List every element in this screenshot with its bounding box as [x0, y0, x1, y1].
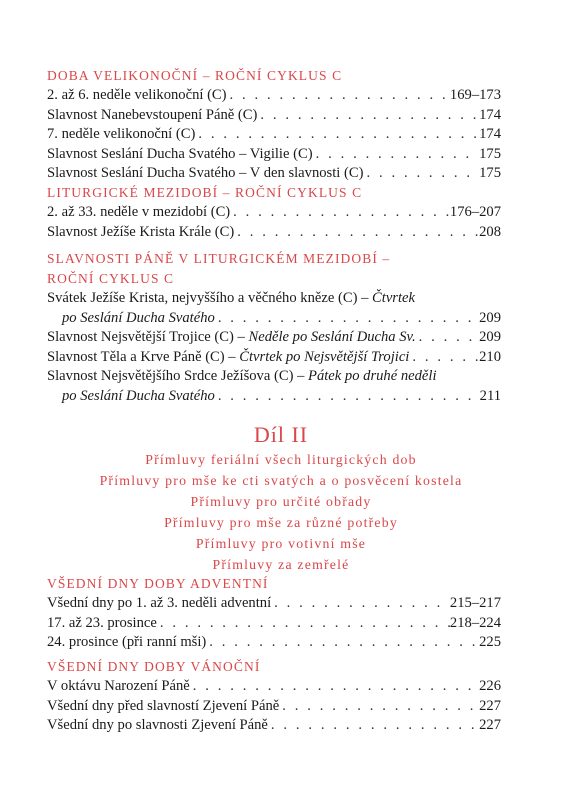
entry-title: 2. až 6. neděle velikonoční (C) — [47, 87, 227, 103]
toc-entry[interactable] — [47, 289, 501, 328]
entry-subtitle: Čtvrtek po Nejsvětější Trojici — [239, 348, 410, 365]
toc-entry[interactable] — [47, 677, 501, 697]
entry-title: 7. neděle velikonoční (C) — [47, 126, 196, 143]
toc-entry[interactable] — [47, 125, 501, 145]
toc-entry[interactable] — [47, 328, 501, 348]
page-number: 226 — [479, 678, 501, 694]
section-solemnities-c — [47, 249, 501, 407]
part-subtitle: Přímluvy za zemřelé — [212, 557, 350, 572]
part-title: Díl II — [253, 422, 309, 447]
entry-subtitle: Neděle po Seslání Ducha Sv. — [248, 329, 416, 346]
section-heading: LITURGICKÉ MEZIDOBÍ – ROČNÍ CYKLUS C — [47, 185, 363, 200]
entry-title: Slavnost Těla a Krve Páně (C) – — [47, 348, 236, 365]
dot-leader — [227, 86, 450, 106]
dot-leader — [257, 106, 479, 126]
entry-subtitle: po Seslání Ducha Svatého — [62, 309, 215, 326]
toc-entry[interactable] — [47, 367, 501, 406]
entry-title: V oktávu Narození Páně — [47, 678, 190, 694]
part-subtitle: Přímluvy pro určité obřady — [190, 494, 372, 509]
section-ordinary-time-c — [47, 183, 501, 242]
page-number: 208 — [479, 223, 501, 240]
page-number: 175 — [479, 145, 501, 162]
page-number: 218–224 — [449, 614, 501, 631]
dot-leader — [234, 223, 479, 243]
page-number: 174 — [479, 106, 501, 123]
dot-leader — [190, 677, 479, 697]
page-number: 176–207 — [449, 204, 501, 220]
dot-leader — [215, 309, 479, 329]
dot-leader — [313, 145, 480, 165]
page-number: 211 — [479, 387, 501, 404]
entry-subtitle: po Seslání Ducha Svatého — [62, 387, 215, 404]
toc-entry[interactable] — [47, 145, 501, 165]
dot-leader — [157, 614, 450, 634]
toc-entry[interactable] — [47, 594, 501, 614]
page-number: 169–173 — [449, 87, 501, 103]
dot-leader — [195, 125, 479, 145]
toc-entry[interactable] — [47, 203, 501, 223]
page-number: 210 — [479, 348, 501, 365]
section-advent-weekdays — [47, 574, 501, 653]
dot-leader — [271, 594, 450, 614]
entry-title: Slavnost Ježíše Krista Krále (C) — [47, 223, 235, 240]
page-number: 225 — [479, 634, 501, 651]
section-christmas-weekdays — [47, 657, 501, 736]
entry-title: Svátek Ježíše Krista, nejvyššího a věčného kněze (C) – — [47, 290, 369, 306]
toc-entry[interactable] — [47, 164, 501, 184]
toc-entry[interactable] — [47, 106, 501, 126]
entry-subtitle: Čtvrtek — [372, 290, 415, 306]
entry-title: Slavnost Seslání Ducha Svatého – Vigilie (C) — [47, 145, 313, 162]
toc-entry[interactable] — [47, 86, 501, 106]
section-heading: DOBA VELIKONOČNÍ – ROČNÍ CYKLUS C — [47, 68, 343, 83]
page-number: 227 — [479, 697, 501, 714]
dot-leader — [416, 328, 480, 348]
entry-title: Slavnost Nejsvětější Trojice (C) – — [47, 329, 245, 346]
page-number: 209 — [479, 309, 501, 326]
toc-entry[interactable] — [47, 697, 501, 717]
toc-entry[interactable] — [47, 348, 501, 368]
dot-leader — [268, 716, 479, 736]
page-number: 227 — [479, 717, 501, 734]
page-number: 175 — [479, 165, 501, 182]
part-subtitle: Přímluvy pro votivní mše — [195, 536, 367, 551]
toc-entry[interactable] — [47, 223, 501, 243]
toc-entry[interactable] — [47, 633, 501, 653]
entry-subtitle: Pátek po druhé neděli — [308, 368, 437, 385]
dot-leader — [230, 203, 450, 223]
page-number: 209 — [479, 329, 501, 346]
entry-title: Slavnost Nanebevstoupení Páně (C) — [47, 106, 258, 123]
dot-leader — [215, 387, 480, 407]
entry-title: 17. až 23. prosince — [47, 614, 157, 631]
section-heading: VŠEDNÍ DNY DOBY VÁNOČNÍ — [47, 659, 261, 674]
entry-title: Všední dny před slavností Zjevení Páně — [47, 697, 280, 714]
part-subtitle: Přímluvy pro mše za různé potřeby — [164, 515, 398, 530]
part-header — [0, 421, 562, 575]
section-heading-line2: ROČNÍ CYKLUS C — [47, 271, 175, 286]
entry-title: Slavnost Seslání Ducha Svatého – V den slavnosti (C) — [47, 165, 364, 182]
entry-title: Slavnost Nejsvětějšího Srdce Ježíšova (C) – — [47, 368, 305, 385]
toc-entry[interactable] — [47, 716, 501, 736]
dot-leader — [409, 348, 479, 368]
page-number: 215–217 — [449, 595, 501, 611]
entry-title: Všední dny po slavnosti Zjevení Páně — [47, 717, 268, 734]
entry-title: Všední dny po 1. až 3. neděli adventní — [47, 595, 272, 611]
entry-title: 2. až 33. neděle v mezidobí (C) — [47, 204, 231, 220]
page-number: 174 — [479, 126, 501, 143]
part-subtitle: Přímluvy feriální všech liturgických dob — [145, 452, 417, 467]
toc-entry[interactable] — [47, 614, 501, 634]
entry-title: 24. prosince (při ranní mši) — [47, 634, 207, 651]
section-easter-c — [47, 66, 501, 184]
section-heading-line1: SLAVNOSTI PÁNĚ V LITURGICKÉM MEZIDOBÍ – — [47, 251, 391, 266]
dot-leader — [206, 633, 479, 653]
section-heading: VŠEDNÍ DNY DOBY ADVENTNÍ — [47, 576, 269, 591]
dot-leader — [363, 164, 479, 184]
dot-leader — [279, 697, 479, 717]
part-subtitle: Přímluvy pro mše ke cti svatých a o posvěcení kostela — [99, 473, 463, 488]
